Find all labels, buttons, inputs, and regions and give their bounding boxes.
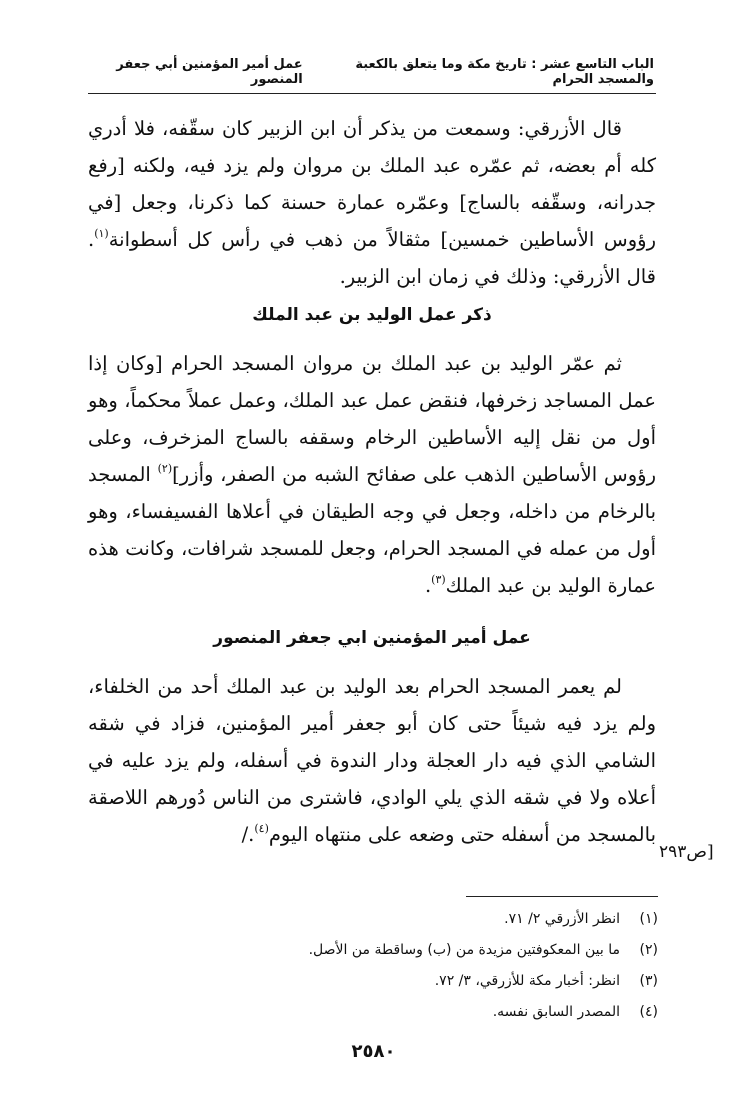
footnote-ref-1: (١) (94, 227, 109, 240)
section-heading-mansur: عمل أمير المؤمنين ابي جعفر المنصور (213, 628, 531, 648)
paragraph-walid (88, 345, 656, 604)
footnote-divider (466, 896, 658, 897)
footnote-number: (٢) (639, 942, 658, 958)
footnote-1 (90, 904, 658, 935)
footnote-number: (١) (639, 911, 658, 927)
footnote-3 (90, 966, 658, 997)
running-header (92, 58, 654, 86)
footnote-text: انظر الأزرقي ٢/ ٧١. (504, 911, 620, 927)
header-divider (88, 93, 656, 94)
footnote-text: المصدر السابق نفسه. (492, 1004, 620, 1020)
footnote-number: (٤) (639, 1004, 658, 1020)
footnote-text: انظر: أخبار مكة للأزرقي، ٣/ ٧٢. (434, 973, 620, 989)
paragraph-text: قال الأزرقي: وسمعت من يذكر أن ابن الزبير كان سقّفه، فلا أدري كله أم بعضه، ثم عمّره عبد الملك بن مروان ولم يزد فيه، ولكنه [رفع جدرانه، وسقّفه بالساج] وعمّره عمارة حسنة كما ذكرنا، وجعل [في رؤوس الأساطين خمسين] مثقالاً من ذهب في رأس كل أسطوانة (88, 117, 656, 251)
header-section-title: عمل أمير المؤمنين أبي جعفر المنصور (116, 57, 303, 87)
header-chapter-title: الباب التاسع عشر : تاريخ مكة وما يتعلق بالكعبة والمسجد الحرام (355, 57, 654, 87)
paragraph-text: لم يعمر المسجد الحرام بعد الوليد بن عبد الملك أحد من الخلفاء، ولم يزد فيه شيئاً حتى كان أبو جعفر أمير المؤمنين، فزاد في شقه الشامي الذي فيه دار العجلة ودار الندوة في أسفله، ولم يزد عليه في أعلاه ولا في شقه الذي يلي الوادي، فاشترى من الناس دُورهم اللاصقة بالمسجد من أسفله حتى وضعه على منتهاه اليوم (88, 675, 656, 846)
footnote-ref-3: (٣) (431, 573, 446, 586)
section-heading-walid: ذكر عمل الوليد بن عبد الملك (252, 305, 492, 325)
paragraph-text-end: . قال الأزرقي: وذلك في زمان ابن الزبير. (88, 228, 656, 288)
footnote-4 (90, 997, 658, 1028)
main-text (88, 110, 656, 853)
paragraph-azraqi (88, 110, 656, 295)
footnote-ref-2: (٢) (157, 462, 173, 475)
footnote-text: ما بين المعكوفتين مزيدة من (ب) وساقطة من الأصل. (308, 942, 620, 958)
footnotes (90, 904, 658, 1028)
footnote-2 (90, 935, 658, 966)
footnote-ref-4: (٤) (254, 822, 269, 835)
footnote-number: (٣) (639, 973, 658, 989)
paragraph-text-end: ./ (241, 823, 255, 846)
paragraph-text-continued: المسجد بالرخام من داخله، وجعل في وجه الطيقان في أعلاها الفسيفساء، وهو أول من عمله في المسجد الحرام، وجعل للمسجد شرافات، وكانت هذه عمارة الوليد بن عبد الملك (88, 463, 656, 597)
paragraph-text-end: . (424, 574, 432, 597)
paragraph-text: ثم عمّر الوليد بن عبد الملك بن مروان المسجد الحرام [وكان إذا عمل المساجد زخرفها، فنقض عمل عبد الملك، وعمل عملاً محكماً، وهو أول من نقل إليه الأساطين الرخام وسقفه بالساج المزخرف، وعلى رؤوس الأساطين الذهب على صفائح الشبه من الصفر، وأزر] (88, 352, 656, 486)
paragraph-mansur (88, 668, 656, 853)
page-number: ٢٥٨٠ (351, 1041, 396, 1062)
manuscript-page-marker: [ص٢٩٣ (659, 842, 714, 862)
